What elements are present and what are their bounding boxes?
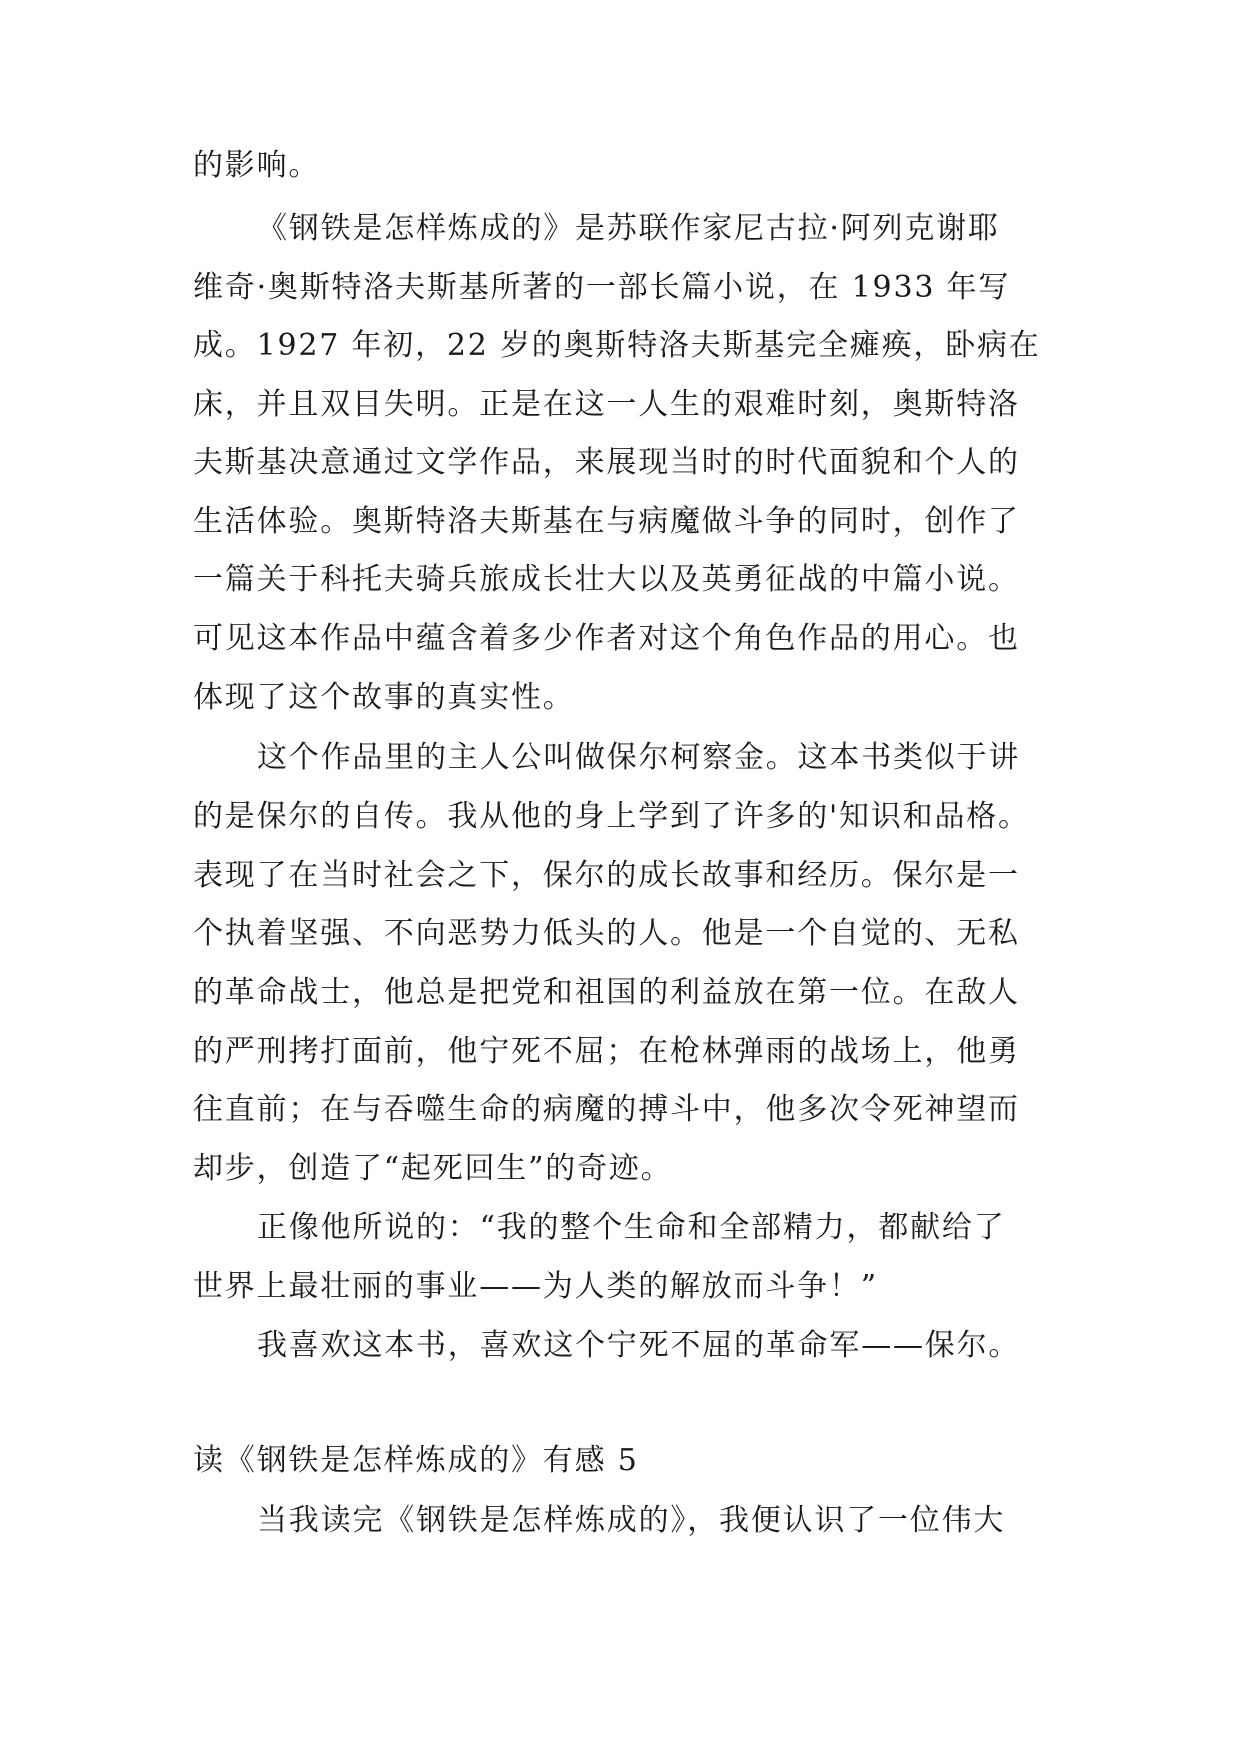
paragraph-start-line: 我喜欢这本书，喜欢这个宁死不屈的革命军——保尔。 [257, 1328, 1021, 1363]
text-line: 却步，创造了“起死回生”的奇迹。 [193, 1151, 673, 1186]
paragraph-start-line: 《钢铁是怎样炼成的》是苏联作家尼古拉·阿列克谢耶 [257, 211, 1000, 246]
text-line: 的革命战士，他总是把党和祖国的利益放在第一位。在敌人 [193, 975, 1020, 1010]
text-line: 可见这本作品中蕴含着多少作者对这个角色作品的用心。也 [193, 621, 1020, 656]
text-line: 夫斯基决意通过文学作品，来展现当时的时代面貌和个人的 [193, 445, 1020, 480]
text-line: 生活体验。奥斯特洛夫斯基在与病魔做斗争的同时，创作了 [193, 504, 1020, 539]
text-line: 成。1927 年初，22 岁的奥斯特洛夫斯基完全瘫痪，卧病在 [193, 328, 1041, 363]
text-line: 的是保尔的自传。我从他的身上学到了许多的'知识和品格。 [193, 799, 1030, 834]
text-line: 的严刑拷打面前，他宁死不屈；在枪林弹雨的战场上，他勇 [193, 1034, 1020, 1069]
text-line: 往直前；在与吞噬生命的病魔的搏斗中，他多次令死神望而 [193, 1092, 1020, 1127]
text-line: 维奇·奥斯特洛夫斯基所著的一部长篇小说，在 1933 年写 [193, 270, 1011, 305]
paragraph-start-line: 这个作品里的主人公叫做保尔柯察金。这本书类似于讲 [257, 740, 1021, 775]
paragraph-start-line: 当我读完《钢铁是怎样炼成的》，我便认识了一位伟大 [257, 1503, 1006, 1538]
section-heading: 读《钢铁是怎样炼成的》有感 5 [193, 1443, 639, 1478]
text-line: 床，并且双目失明。正是在这一人生的艰难时刻，奥斯特洛 [193, 387, 1020, 422]
text-line: 表现了在当时社会之下，保尔的成长故事和经历。保尔是一 [193, 858, 1020, 893]
text-line: 体现了这个故事的真实性。 [193, 680, 575, 715]
text-line: 世界上最壮丽的事业——为人类的解放而斗争！” [193, 1269, 878, 1304]
paragraph-start-line: 正像他所说的：“我的整个生命和全部精力，都献给了 [257, 1210, 1006, 1245]
text-line: 的影响。 [193, 148, 321, 183]
text-line: 一篇关于科托夫骑兵旅成长壮大以及英勇征战的中篇小说。 [193, 562, 1020, 597]
text-line: 个执着坚强、不向恶势力低头的人。他是一个自觉的、无私 [193, 916, 1020, 951]
